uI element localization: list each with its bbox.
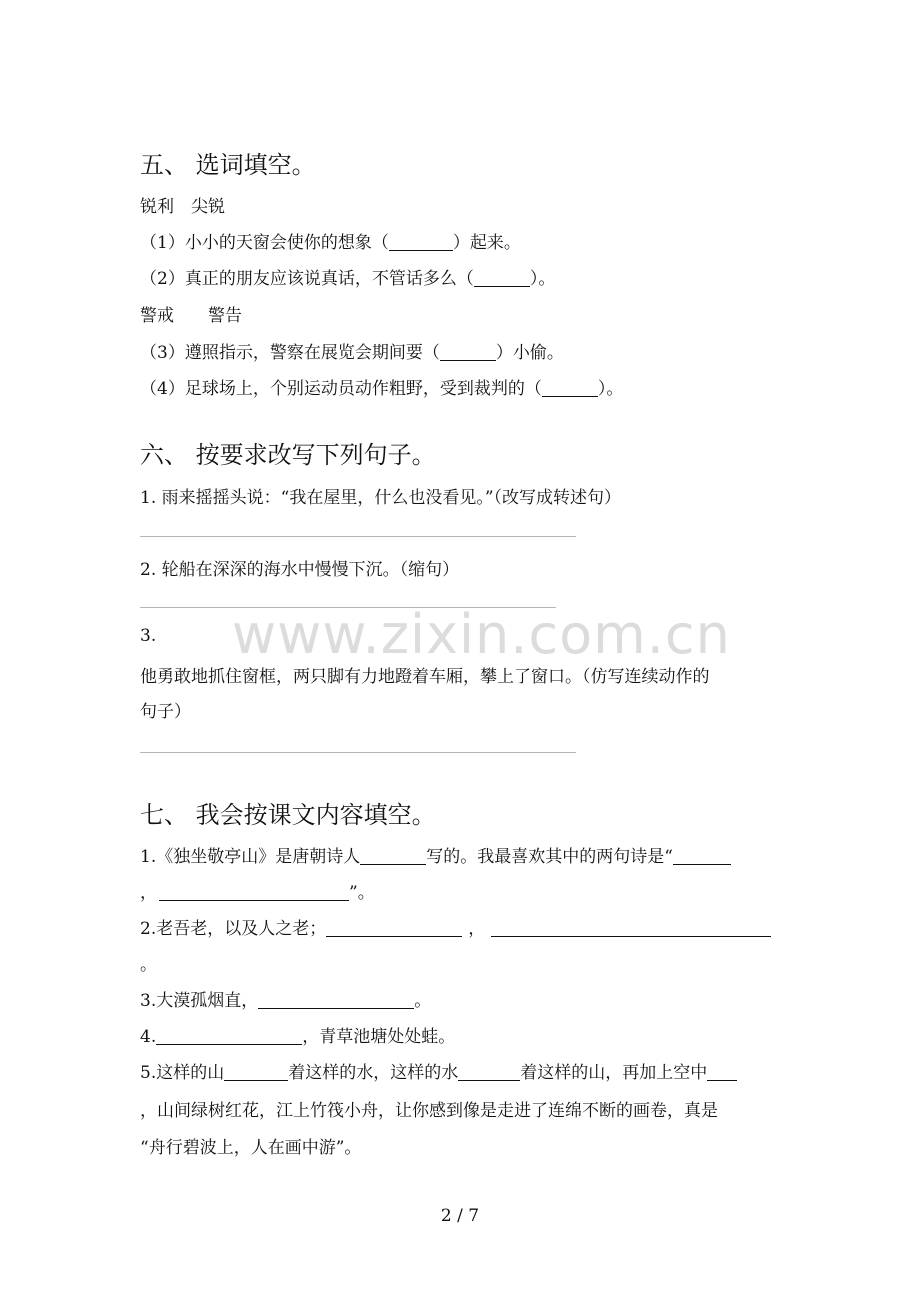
s5-question-2 — [140, 264, 555, 289]
s5-q2-text: （2）真正的朋友应该说真话，不管话多么（ — [140, 269, 474, 289]
s7-question-5 — [140, 1058, 737, 1083]
answer-blank[interactable] — [542, 378, 598, 397]
s7-q3-text-b: 。 — [414, 991, 432, 1011]
s7-question-4 — [140, 1022, 455, 1047]
s5-q1-text: （1）小小的天窗会使你的想象（ — [140, 233, 389, 253]
answer-line[interactable] — [140, 607, 556, 608]
s7-q1-text-a: 1.《独坐敬亭山》是唐朝诗人 — [140, 847, 361, 867]
s7-q5-text-b: 着这样的水，这样的水 — [288, 1063, 459, 1083]
s7-q1-text-b: 写的。我最喜欢其中的两句诗是“ — [426, 847, 673, 867]
s7-q5-text-a: 5.这样的山 — [140, 1063, 225, 1083]
answer-blank[interactable] — [707, 1062, 737, 1081]
s7-question-3 — [140, 986, 431, 1011]
s7-q5-text-c: 着这样的山，再加上空中 — [520, 1063, 708, 1083]
s6-question-3-text-cont: 句子） — [140, 702, 191, 722]
answer-blank[interactable] — [440, 342, 496, 361]
answer-blank[interactable] — [360, 846, 426, 865]
s6-question-1: 1. 雨来摇摇头说：“我在屋里，什么也没看见。”（改写成转述句） — [140, 488, 622, 508]
s5-q2-end: ）。 — [529, 269, 556, 289]
s5-question-3 — [140, 338, 564, 363]
s5-question-4 — [140, 374, 623, 399]
answer-blank[interactable] — [458, 1062, 520, 1081]
s7-q2-text-b: ， — [468, 919, 486, 939]
s7-q1-text-d: ”。 — [349, 883, 375, 903]
answer-blank[interactable] — [491, 918, 771, 937]
section-7-title: 七、 我会按课文内容填空。 — [140, 801, 436, 829]
section-6-title: 六、 按要求改写下列句子。 — [140, 441, 436, 469]
word-choice-1: 锐利 尖锐 — [140, 197, 225, 217]
s6-question-3-number: 3. — [140, 626, 157, 646]
answer-line[interactable] — [140, 752, 576, 753]
s7-q3-text-a: 3.大漠孤烟直， — [140, 991, 259, 1011]
s7-q2-text-a: 2.老吾老，以及人之老； — [140, 919, 327, 939]
s5-q4-text: （4）足球场上，个别运动员动作粗野，受到裁判的（ — [140, 379, 542, 399]
s5-q4-end: ）。 — [597, 379, 624, 399]
answer-blank[interactable] — [258, 990, 414, 1009]
section-5-title: 五、 选词填空。 — [140, 151, 316, 179]
answer-blank[interactable] — [156, 1026, 302, 1045]
answer-blank[interactable] — [326, 918, 462, 937]
word-choice-2: 警戒 警告 — [140, 306, 242, 326]
answer-blank[interactable] — [389, 232, 453, 251]
s6-question-2: 2. 轮船在深深的海水中慢慢下沉。（缩句） — [140, 560, 460, 580]
page-number: 2 / 7 — [440, 1206, 480, 1226]
s5-q3-end: ）小偷。 — [495, 343, 564, 363]
s5-q3-text: （3）遵照指示，警察在展览会期间要（ — [140, 343, 440, 363]
answer-blank[interactable] — [673, 846, 731, 865]
watermark: www.zixin.com.cn — [232, 603, 731, 666]
s7-question-1 — [140, 842, 731, 867]
s7-question-5-cont: ，山间绿树红花，江上竹筏小舟，让你感到像是走进了连绵不断的画卷，真是 — [140, 1101, 718, 1121]
s7-q1-text-c: ， — [140, 883, 157, 903]
answer-blank[interactable] — [474, 268, 530, 287]
s7-q4-text-b: ，青草池塘处处蛙。 — [302, 1027, 456, 1047]
s7-question-2 — [140, 914, 771, 939]
s6-question-3-text: 他勇敢地抓住窗框，两只脚有力地蹬着车厢，攀上了窗口。（仿写连续动作的 — [140, 667, 710, 687]
s7-q4-text-a: 4. — [140, 1027, 157, 1047]
answer-blank[interactable] — [224, 1062, 288, 1081]
s5-question-1 — [140, 228, 521, 253]
s5-q1-end: ）起来。 — [452, 233, 521, 253]
s7-question-1-cont — [140, 878, 375, 903]
answer-line[interactable] — [140, 536, 576, 537]
s7-question-2-end: 。 — [140, 955, 157, 975]
s7-question-5-cont2: “舟行碧波上，人在画中游”。 — [140, 1138, 362, 1158]
answer-blank[interactable] — [159, 882, 349, 901]
